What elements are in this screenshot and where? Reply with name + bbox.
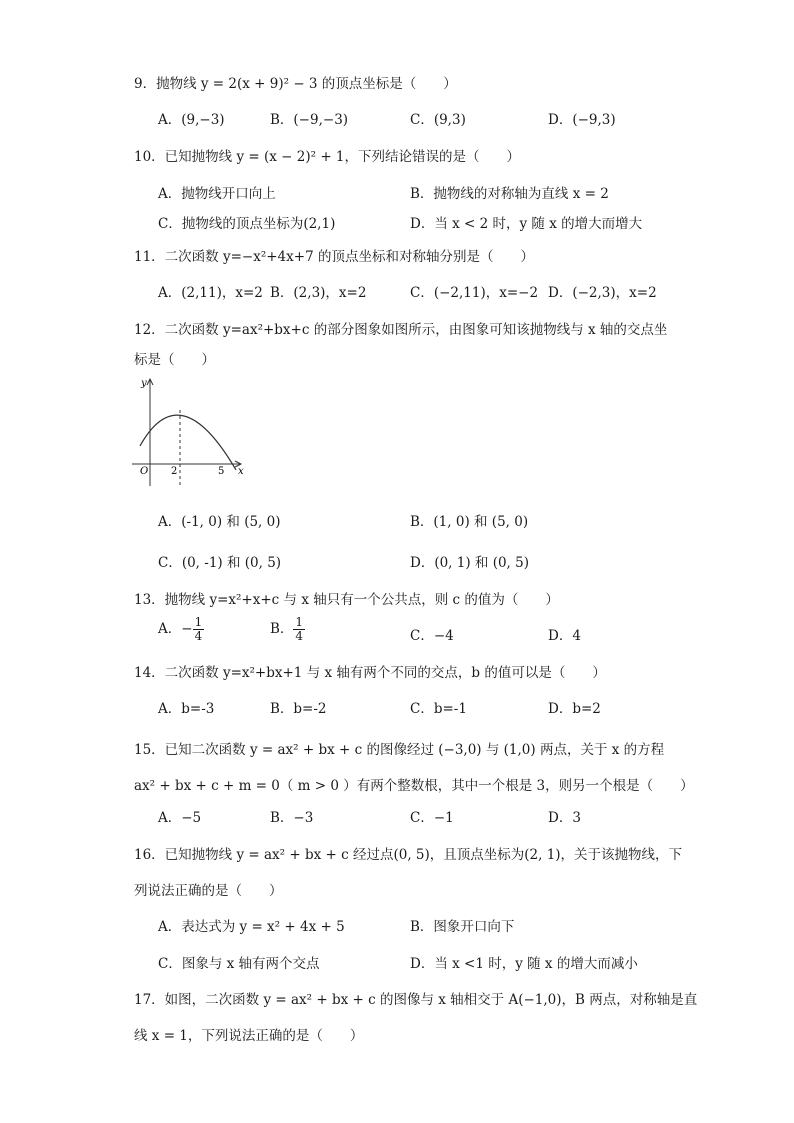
q11-option-c[interactable]: C．(−2,11)，x=−2 xyxy=(410,285,539,301)
q15-option-d[interactable]: D．3 xyxy=(548,810,581,826)
q11-option-b[interactable]: B．(2,3)，x=2 xyxy=(270,285,367,301)
question-14: 14．二次函数 y=x²+bx+1 与 x 轴有两个不同的交点，b 的值可以是（ ） xyxy=(134,665,606,681)
graph-label-x: x xyxy=(238,466,244,477)
q16-option-d[interactable]: D．当 x <1 时，y 随 x 的增大而减小 xyxy=(410,956,638,972)
q13-a-num: 1 xyxy=(194,615,203,629)
q9-option-b[interactable]: B．(−9,−3) xyxy=(270,112,349,128)
q13-b-prefix: B． xyxy=(270,621,294,637)
q13-b-num: 1 xyxy=(295,615,304,629)
q14-option-d[interactable]: D．b=2 xyxy=(548,701,601,717)
q10-option-d[interactable]: D．当 x < 2 时，y 随 x 的增大而增大 xyxy=(410,216,643,232)
q13-a-den: 4 xyxy=(194,629,203,643)
question-9: 9．抛物线 y = 2(x + 9)² − 3 的顶点坐标是（ ） xyxy=(134,76,457,92)
q10-option-c[interactable]: C．抛物线的顶点坐标为(2,1) xyxy=(158,216,336,232)
question-10: 10．已知抛物线 y = (x − 2)² + 1，下列结论错误的是（ ） xyxy=(134,149,521,165)
q13-a-fraction xyxy=(193,616,205,643)
question-15-cont: ax² + bx + c + m = 0（ m > 0 ）有两个整数根，其中一个根是 3，则另一个根是（ ） xyxy=(134,778,694,794)
q10-option-a[interactable]: A．抛物线开口向上 xyxy=(158,186,276,202)
q10-option-b[interactable]: B．抛物线的对称轴为直线 x = 2 xyxy=(410,186,609,202)
question-15: 15．已知二次函数 y = ax² + bx + c 的图像经过 (−3,0) 与 (1,0) 两点，关于 x 的方程 xyxy=(134,742,665,758)
graph-label-origin: O xyxy=(140,466,149,477)
q13-option-b[interactable] xyxy=(270,616,305,643)
q11-option-d[interactable]: D．(−2,3)，x=2 xyxy=(548,285,657,301)
q16-option-b[interactable]: B．图象开口向下 xyxy=(410,919,515,935)
q13-a-prefix: A．− xyxy=(158,621,193,637)
q15-option-a[interactable]: A．−5 xyxy=(158,810,202,826)
question-17: 17．如图，二次函数 y = ax² + bx + c 的图像与 x 轴相交于 A(−1,0)，B 两点，对称轴是直 xyxy=(134,992,698,1008)
q9-option-a[interactable]: A．(9,−3) xyxy=(158,112,225,128)
q15-option-c[interactable]: C．−1 xyxy=(410,810,454,826)
q13-option-a[interactable] xyxy=(158,616,204,643)
parabola-graph xyxy=(128,374,258,492)
q15-option-b[interactable]: B．−3 xyxy=(270,810,314,826)
graph-parabola xyxy=(140,415,236,470)
q13-b-den: 4 xyxy=(295,629,304,643)
q13-option-c[interactable]: C．−4 xyxy=(410,628,454,644)
q11-option-a[interactable]: A．(2,11)，x=2 xyxy=(158,285,263,301)
q12-option-a[interactable]: A．(-1, 0) 和 (5, 0) xyxy=(158,514,281,530)
q12-option-b[interactable]: B．(1, 0) 和 (5, 0) xyxy=(410,514,529,530)
question-17-cont: 线 x = 1，下列说法正确的是（ ） xyxy=(134,1028,364,1044)
question-13: 13．抛物线 y=x²+x+c 与 x 轴只有一个公共点，则 c 的值为（ ） xyxy=(134,592,559,608)
graph-tick-5: 5 xyxy=(218,466,225,477)
q14-option-b[interactable]: B．b=-2 xyxy=(270,701,327,717)
q12-option-d[interactable]: D．(0, 1) 和 (0, 5) xyxy=(410,555,529,571)
q13-option-d[interactable]: D．4 xyxy=(548,628,581,644)
graph-tick-2: 2 xyxy=(171,466,178,477)
graph-label-y: y xyxy=(141,378,147,389)
question-16: 16．已知抛物线 y = ax² + bx + c 经过点(0, 5)，且顶点坐标为(2, 1)，关于该抛物线，下 xyxy=(134,847,683,863)
question-12: 12．二次函数 y=ax²+bx+c 的部分图象如图所示，由图象可知该抛物线与 x 轴的交点坐 xyxy=(134,322,668,338)
q9-option-c[interactable]: C．(9,3) xyxy=(410,112,466,128)
q16-option-a[interactable]: A．表达式为 y = x² + 4x + 5 xyxy=(158,919,345,935)
q13-b-fraction xyxy=(293,616,305,643)
question-12-cont: 标是（ ） xyxy=(134,352,215,368)
q14-option-a[interactable]: A．b=-3 xyxy=(158,701,215,717)
q14-option-c[interactable]: C．b=-1 xyxy=(410,701,467,717)
q16-option-c[interactable]: C．图象与 x 轴有两个交点 xyxy=(158,956,320,972)
question-16-cont: 列说法正确的是（ ） xyxy=(134,883,283,899)
q12-option-c[interactable]: C．(0, -1) 和 (0, 5) xyxy=(158,555,282,571)
question-11: 11．二次函数 y=−x²+4x+7 的顶点坐标和对称轴分别是（ ） xyxy=(134,249,534,265)
q9-option-d[interactable]: D．(−9,3) xyxy=(548,112,616,128)
